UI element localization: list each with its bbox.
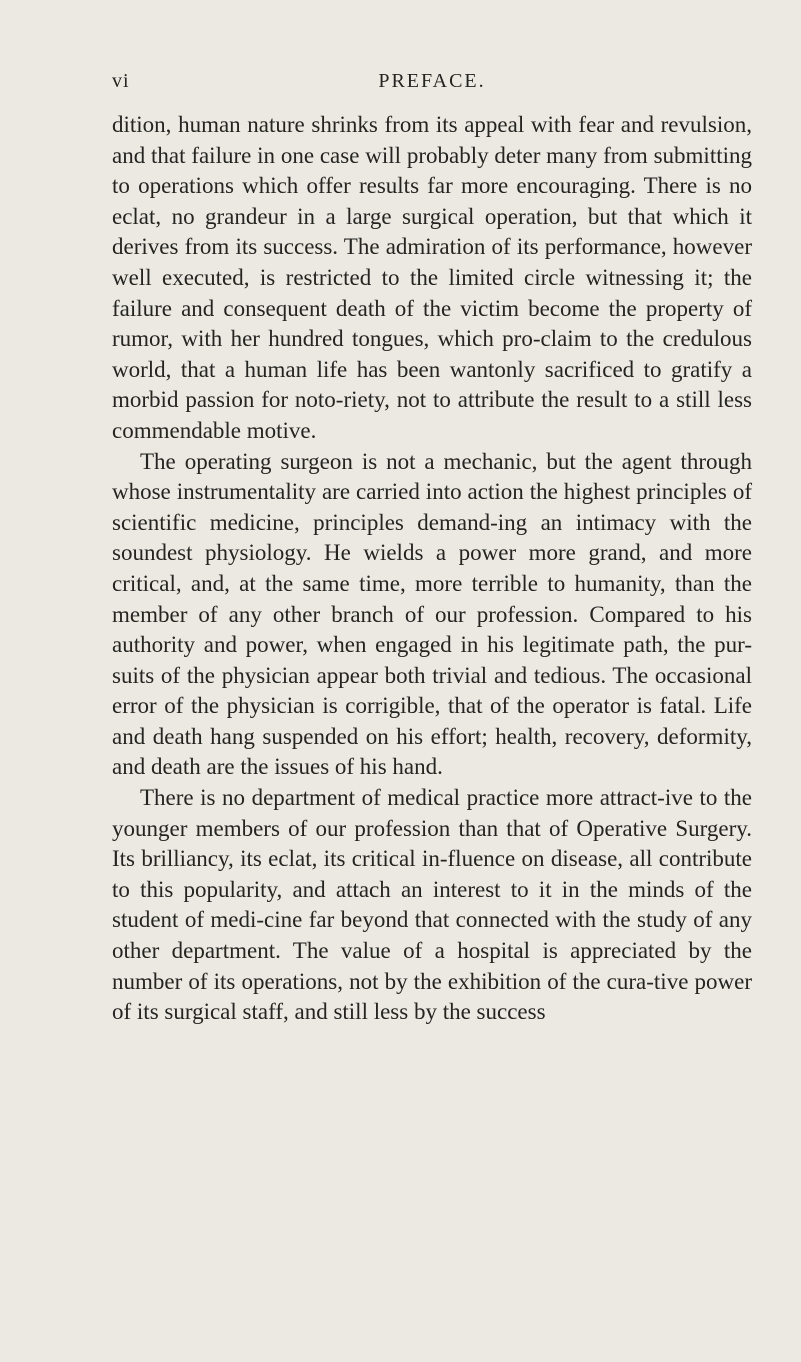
running-head [112,70,752,100]
paragraph-2: The operating surgeon is not a mechanic, but the agent through whose instrumentality are carried into action the highest principles of scientific medicine, principles demand-ing an intimacy with the soundest physiology. He wields a power more grand, and more critical, and, at the same time, more terrible to humanity, than the member of any other branch of our profession. Compared to his authority and power, when engaged in his legitimate path, the pur-suits of the physician appear both trivial and tedious. The occasional error of the physician is corrigible, that of the operator is fatal. Life and death hang suspended on his effort; health, recovery, deformity, and death are the issues of his hand. [112,448,752,780]
paragraph-3: There is no department of medical practice more attract-ive to the younger members of our profession than that of Operative Surgery. Its brilliancy, its eclat, its critical in-fluence on disease, all contribute to this popularity, and attach an interest to it in the minds of the student of medi-cine far beyond that connected with the study of any other department. The value of a hospital is appreciated by the number of its operations, not by the exhibition of the cura-tive power of its surgical staff, and still less by the success [112,785,752,1025]
body-text [112,110,752,1028]
page-number: vi [112,70,130,92]
paragraph-1: dition, human nature shrinks from its appeal with fear and revulsion, and that failure in one case will probably deter many from submitting to operations which offer results far more encouraging. There is no eclat, no grandeur in a large surgical operation, but that which it derives from its success. The admiration of its performance, however well executed, is restricted to the limited circle witnessing it; the failure and consequent death of the victim become the property of rumor, with her hundred tongues, which pro-claim to the credulous world, that a human life has been wantonly sacrificed to gratify a morbid passion for noto-riety, not to attribute the result to a still less commendable motive. [112,112,752,443]
header-title: PREFACE. [378,70,486,92]
